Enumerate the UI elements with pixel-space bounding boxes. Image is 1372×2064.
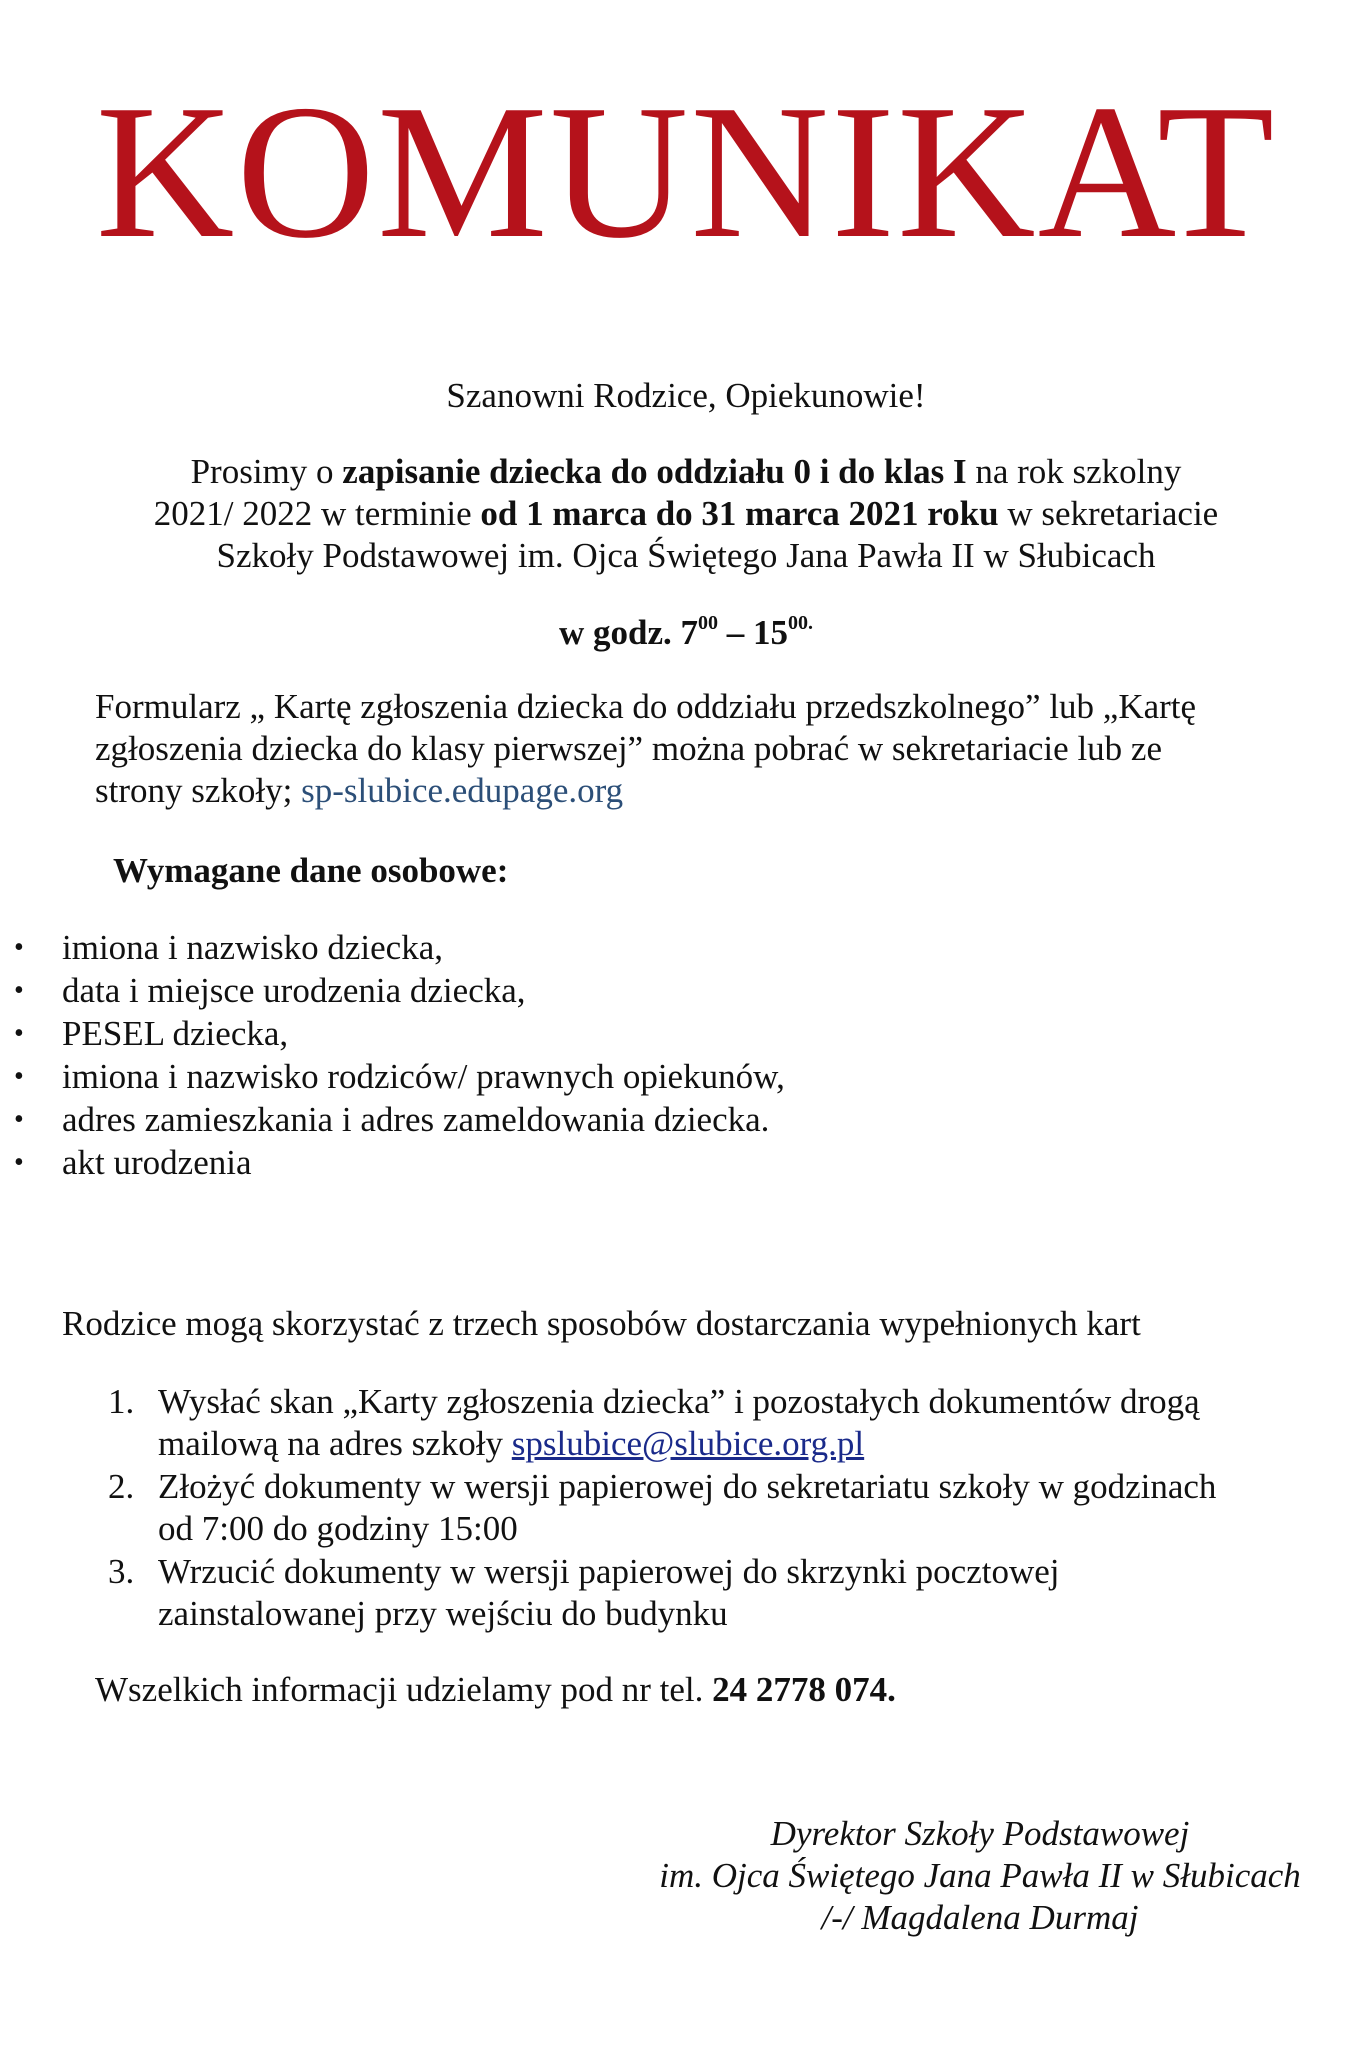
required-data-heading: Wymagane dane osobowe: bbox=[113, 851, 509, 890]
signature-title: Dyrektor Szkoły Podstawowej bbox=[770, 1814, 1190, 1853]
list-number: 3. bbox=[108, 1552, 135, 1591]
intro-text: 2021/ 2022 w terminie bbox=[153, 494, 481, 533]
list-item: PESEL dziecka, bbox=[62, 1014, 289, 1053]
hours-mid: – 15 bbox=[718, 613, 789, 652]
bullet-icon: • bbox=[14, 1147, 24, 1178]
office-hours bbox=[0, 612, 1372, 654]
bullet-icon: • bbox=[14, 932, 24, 963]
list-item: imiona i nazwisko rodziców/ prawnych opiekunów, bbox=[62, 1057, 785, 1096]
hours-sup-start: 00 bbox=[698, 612, 719, 634]
page-title: KOMUNIKAT bbox=[95, 65, 1277, 278]
intro-line-3: Szkoły Podstawowej im. Ojca Świętego Jana Pawła II w Słubicach bbox=[216, 536, 1156, 575]
list-item: imiona i nazwisko dziecka, bbox=[62, 928, 443, 967]
contact-info bbox=[95, 1669, 896, 1711]
intro-bold: zapisanie dziecka do oddziału 0 i do klas I bbox=[342, 452, 967, 491]
signature-school: im. Ojca Świętego Jana Pawła II w Słubicach bbox=[659, 1856, 1301, 1895]
hours-sup-end: 00. bbox=[788, 612, 814, 634]
list-item: Złożyć dokumenty w wersji papierowej do sekretariatu szkoły w godzinach bbox=[158, 1467, 1217, 1506]
form-line-3 bbox=[95, 770, 623, 812]
form-text: strony szkoły; bbox=[95, 771, 302, 810]
list-item-continuation: od 7:00 do godziny 15:00 bbox=[158, 1509, 518, 1548]
form-line-1: Formularz „ Kartę zgłoszenia dziecka do oddziału przedszkolnego” lub „Kartę bbox=[95, 687, 1197, 726]
bullet-icon: • bbox=[14, 1061, 24, 1092]
list-item: data i miejsce urodzenia dziecka, bbox=[62, 971, 526, 1010]
bullet-icon: • bbox=[14, 975, 24, 1006]
phone-number: 24 2778 074. bbox=[712, 1670, 896, 1709]
list-item-text: mailową na adres szkoły bbox=[158, 1424, 512, 1463]
form-line-2: zgłoszenia dziecka do klasy pierwszej” można pobrać w sekretariacie lub ze bbox=[95, 729, 1162, 768]
contact-text: Wszelkich informacji udzielamy pod nr tel. bbox=[95, 1670, 713, 1709]
greeting: Szanowni Rodzice, Opiekunowie! bbox=[446, 376, 926, 415]
list-number: 2. bbox=[108, 1467, 135, 1506]
list-item: adres zamieszkania i adres zameldowania dziecka. bbox=[62, 1100, 770, 1139]
school-email-link[interactable]: spslubice@slubice.org.pl bbox=[511, 1424, 865, 1463]
list-item-continuation: zainstalowanej przy wejściu do budynku bbox=[158, 1594, 728, 1633]
intro-text: na rok szkolny bbox=[966, 452, 1182, 491]
intro-line-2 bbox=[0, 493, 1372, 535]
list-item-continuation bbox=[158, 1423, 864, 1465]
bullet-icon: • bbox=[14, 1104, 24, 1135]
intro-text: w sekretariacie bbox=[998, 494, 1219, 533]
list-item: akt urodzenia bbox=[62, 1143, 252, 1182]
school-website-link[interactable]: sp-slubice.edupage.org bbox=[301, 771, 624, 810]
signature-name: /-/ Magdalena Durmaj bbox=[821, 1898, 1139, 1937]
list-item: Wrzucić dokumenty w wersji papierowej do skrzynki pocztowej bbox=[158, 1552, 1060, 1591]
bullet-icon: • bbox=[14, 1018, 24, 1049]
list-item: Wysłać skan „Karty zgłoszenia dziecka” i pozostałych dokumentów drogą bbox=[158, 1382, 1200, 1421]
hours-prefix: w godz. 7 bbox=[558, 613, 699, 652]
intro-dates-bold: od 1 marca do 31 marca 2021 roku bbox=[480, 494, 999, 533]
intro-line-1 bbox=[0, 451, 1372, 493]
delivery-intro: Rodzice mogą skorzystać z trzech sposobów dostarczania wypełnionych kart bbox=[62, 1304, 1141, 1343]
intro-text: Prosimy o bbox=[190, 452, 343, 491]
list-number: 1. bbox=[108, 1382, 135, 1421]
